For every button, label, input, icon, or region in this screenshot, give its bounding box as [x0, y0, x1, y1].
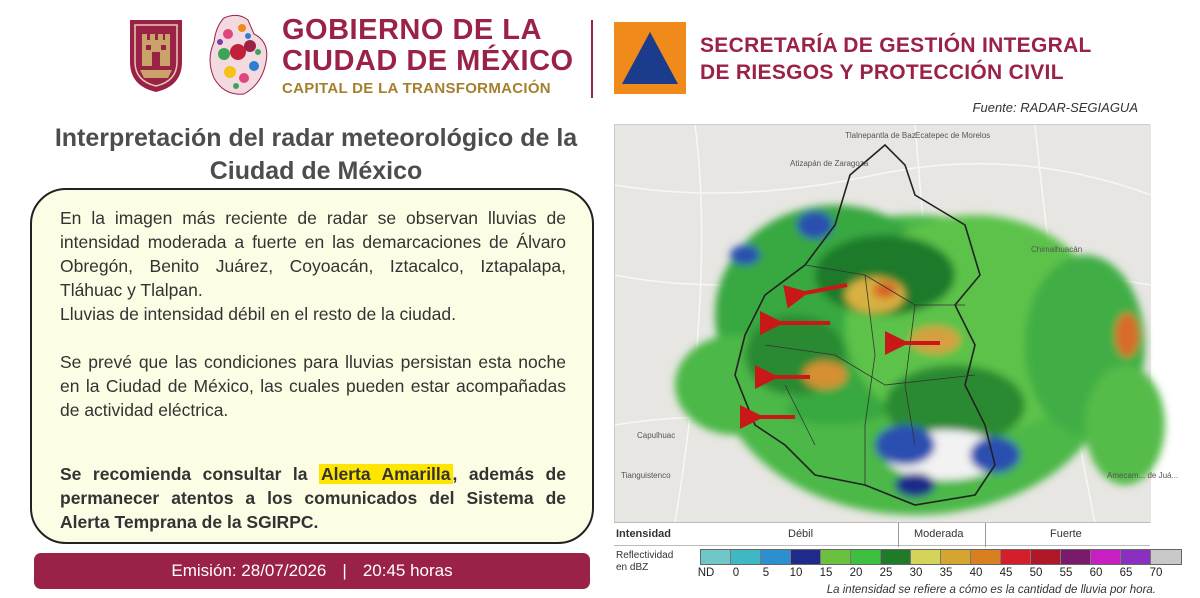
dbz-tick-label: 35 — [939, 567, 953, 579]
dbz-tick-label: 65 — [1119, 567, 1133, 579]
radar-map-image — [615, 125, 1151, 523]
emission-bar — [34, 553, 590, 589]
dbz-color-cell — [1001, 550, 1031, 564]
header-divider — [591, 20, 593, 98]
gov-title — [282, 15, 574, 77]
paragraph-forecast: Se prevé que las condiciones para lluvias persistan esta noche en la Ciudad de México, las cuales pueden estar acompañadas de actividad eléctrica. — [60, 352, 566, 420]
dbz-ticks — [614, 567, 1163, 581]
map-label-capulhuac: Capulhuac — [637, 431, 676, 440]
dbz-color-cell — [971, 550, 1001, 564]
emission-date: Emisión: 28/07/2026 — [171, 561, 327, 580]
dbz-color-cell — [1091, 550, 1121, 564]
emission-separator: | — [342, 561, 347, 580]
proteccion-civil-triangle-icon — [614, 22, 686, 94]
recommendation-end: , además de permanecer atentos a los comunicados del Sistema de Alerta Temprana de la SGIRPC. — [60, 464, 566, 532]
dbz-color-cell — [761, 550, 791, 564]
dbz-tick-label: 70 — [1149, 567, 1163, 579]
secretaria-line2: DE RIESGOS Y PROTECCIÓN CIVIL — [700, 61, 1064, 84]
map-label-tlalnepantla: Tlalnepantla de Baz — [845, 131, 916, 140]
page-title-line1: Interpretación del radar meteorológico de la — [54, 124, 578, 152]
source-label: Fuente: RADAR-SEGIAGUA — [972, 100, 1138, 115]
dbz-color-bar — [700, 549, 1182, 565]
dbz-tick-label: 55 — [1059, 567, 1073, 579]
emission-time: 20:45 horas — [362, 561, 453, 580]
gov-title-line2: CIUDAD DE MÉXICO — [282, 45, 574, 77]
gov-title-line1: GOBIERNO DE LA — [282, 14, 542, 46]
map-label-chimalhuacan: Chimalhuacán — [1031, 245, 1083, 254]
alerta-amarilla-highlight: Alerta Amarilla — [321, 464, 451, 484]
recommendation-start: Se recomienda consultar la — [60, 464, 319, 484]
dbz-color-cell — [881, 550, 911, 564]
dbz-tick-label: ND — [697, 567, 715, 579]
dbz-tick-label: 50 — [1029, 567, 1043, 579]
dbz-tick-label: 30 — [909, 567, 923, 579]
intensity-debil: Débil — [788, 528, 814, 540]
map-label-ecatepec: Ecatepec de Morelos — [915, 131, 991, 140]
intensity-label: Intensidad — [616, 528, 672, 540]
secretaria-title — [700, 32, 1092, 86]
paragraph-rain-intensity: En la imagen más reciente de radar se observan lluvias de intensidad moderada a fuerte en las demarcaciones de Álvaro Obregón, Benito Juárez, Coyoacán, Iztacalco, Iztapalapa, Tláhuac y Tlalpan. — [60, 208, 566, 300]
dbz-color-cell — [1151, 550, 1181, 564]
dbz-color-cell — [701, 550, 731, 564]
dbz-color-cell — [731, 550, 761, 564]
dbz-tick-label: 45 — [999, 567, 1013, 579]
paragraph-weak-rain: Lluvias de intensidad débil en el resto de la ciudad. — [60, 304, 456, 324]
intensity-fuerte: Fuerte — [1050, 528, 1082, 540]
dbz-tick-label: 5 — [762, 567, 770, 579]
interpretation-box — [30, 188, 594, 544]
cdmx-shield-icon — [128, 18, 184, 94]
dbz-color-cell — [911, 550, 941, 564]
map-label-amecameca: Amecam... de Juá... — [1107, 471, 1179, 480]
dbz-tick-label: 10 — [789, 567, 803, 579]
reflectivity-label-line2: en dBZ — [616, 562, 649, 573]
dbz-color-cell — [941, 550, 971, 564]
dbz-color-cell — [1031, 550, 1061, 564]
secretaria-line1: SECRETARÍA DE GESTIÓN INTEGRAL — [700, 34, 1092, 57]
cdmx-floral-emblem-icon — [204, 12, 274, 98]
dbz-color-cell — [1121, 550, 1151, 564]
gov-subtitle: CAPITAL DE LA TRANSFORMACIÓN — [282, 80, 551, 97]
dbz-color-cell — [1061, 550, 1091, 564]
radar-legend — [614, 522, 1163, 582]
reflectivity-label-line1: Reflectividad — [616, 550, 674, 561]
page-title — [32, 122, 600, 188]
radar-map — [614, 124, 1179, 522]
map-label-atizapan: Atizapán de Zaragoza — [790, 159, 869, 168]
intensity-moderada: Moderada — [914, 528, 964, 540]
dbz-color-cell — [821, 550, 851, 564]
intensity-row — [614, 522, 1150, 546]
dbz-tick-label: 15 — [819, 567, 833, 579]
dbz-color-cell — [791, 550, 821, 564]
map-label-tianguistenco: Tianguistenco — [621, 471, 671, 480]
dbz-tick-label: 0 — [732, 567, 740, 579]
dbz-color-cell — [851, 550, 881, 564]
dbz-tick-label: 25 — [879, 567, 893, 579]
dbz-tick-label: 20 — [849, 567, 863, 579]
legend-note: La intensidad se refiere a cómo es la cantidad de lluvia por hora. — [826, 584, 1156, 596]
dbz-tick-label: 40 — [969, 567, 983, 579]
dbz-tick-label: 60 — [1089, 567, 1103, 579]
recommendation — [60, 462, 566, 534]
page-title-line2: Ciudad de México — [209, 157, 423, 185]
header — [0, 0, 1200, 115]
